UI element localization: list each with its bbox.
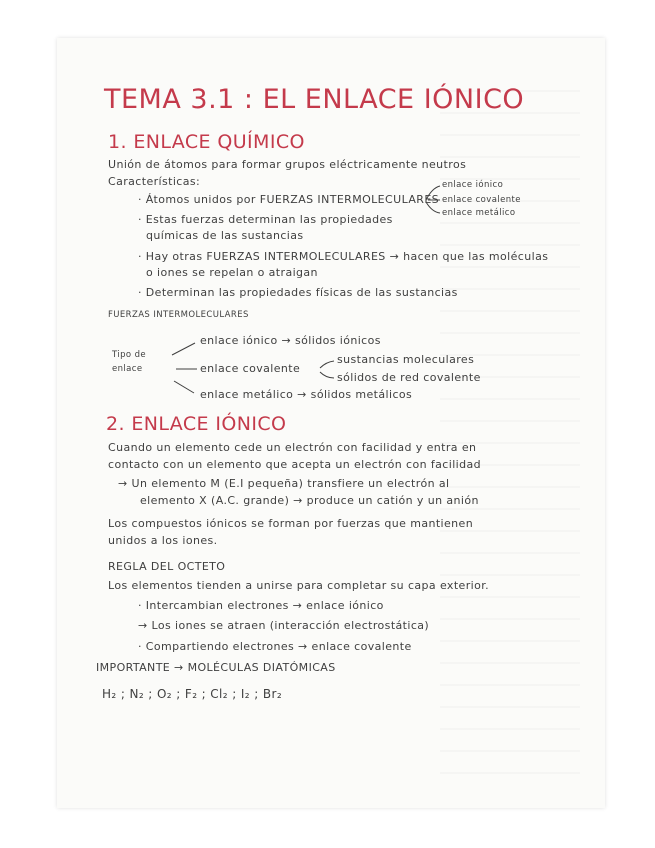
split-covalente-up [320,361,334,368]
regla-item-3: · Compartiendo electrones → enlace covalente [138,640,412,653]
bracket-metalico: enlace metálico [442,208,516,218]
regla-item-1: · Intercambian electrones → enlace iónico [138,599,384,612]
bullet-propiedades-a: · Estas fuerzas determinan las propiedades [138,213,393,226]
tipo-label-2: enlace [112,364,143,374]
split-covalente-down [320,372,334,378]
bracket-covalente: enlace covalente [442,195,521,205]
bracket-ionico: enlace iónico [442,180,504,190]
bullet-fuerzas: · Átomos unidos por FUERZAS INTERMOLECULARES [138,193,440,206]
tipo-covalente: enlace covalente [200,362,301,375]
covalente-red: sólidos de red covalente [337,371,481,384]
p3-line-b: unidos a los iones. [108,534,218,547]
diatomic-molecules: H₂ ; N₂ ; O₂ ; F₂ ; Cl₂ ; I₂ ; Br₂ [102,687,283,701]
p1-line-b: contacto con un elemento que acepta un electrón con facilidad [108,458,482,471]
p3-line-a: Los compuestos iónicos se forman por fuerzas que mantienen [108,517,474,530]
covalente-molecular: sustancias moleculares [337,353,475,366]
p2-line-b: elemento X (A.C. grande) → produce un catión y un anión [140,494,479,507]
caracteristicas-label: Características: [108,175,201,188]
bullet-otras-b: o iones se repelan o atraigan [146,266,318,279]
p2-line-a: → Un elemento M (E.I pequeña) transfiere un electrón al [118,477,450,490]
intro-text: Unión de átomos para formar grupos eléctricamente neutros [108,158,467,171]
branch-ionico [172,343,195,355]
section1-heading: 1. ENLACE QUÍMICO [108,131,305,153]
section2-heading: 2. ENLACE IÓNICO [106,413,287,435]
p1-line-a: Cuando un elemento cede un electrón con facilidad y entra en [108,441,477,454]
regla-octeto-heading: REGLA DEL OCTETO [108,560,226,573]
regla-item-2: → Los iones se atraen (interacción electrostática) [138,619,430,632]
page-title: TEMA 3.1 : EL ENLACE IÓNICO [104,84,525,115]
importante-label: IMPORTANTE → MOLÉCULAS DIATÓMICAS [96,661,336,674]
bullet-otras-a: · Hay otras FUERZAS INTERMOLECULARES → hacen que las moléculas [138,250,549,263]
tipo-metalico: enlace metálico → sólidos metálicos [200,388,413,401]
bullet-propiedades-b: químicas de las sustancias [146,229,304,242]
bullet-fisicas: · Determinan las propiedades físicas de las sustancias [138,286,458,299]
branch-metalico [174,381,194,393]
tipo-label-1: Tipo de [112,350,147,360]
tipo-ionico: enlace iónico → sólidos iónicos [200,334,381,347]
regla-octeto-text: Los elementos tienden a unirse para completar su capa exterior. [108,579,490,592]
fuerzas-label: FUERZAS INTERMOLECULARES [108,310,249,320]
